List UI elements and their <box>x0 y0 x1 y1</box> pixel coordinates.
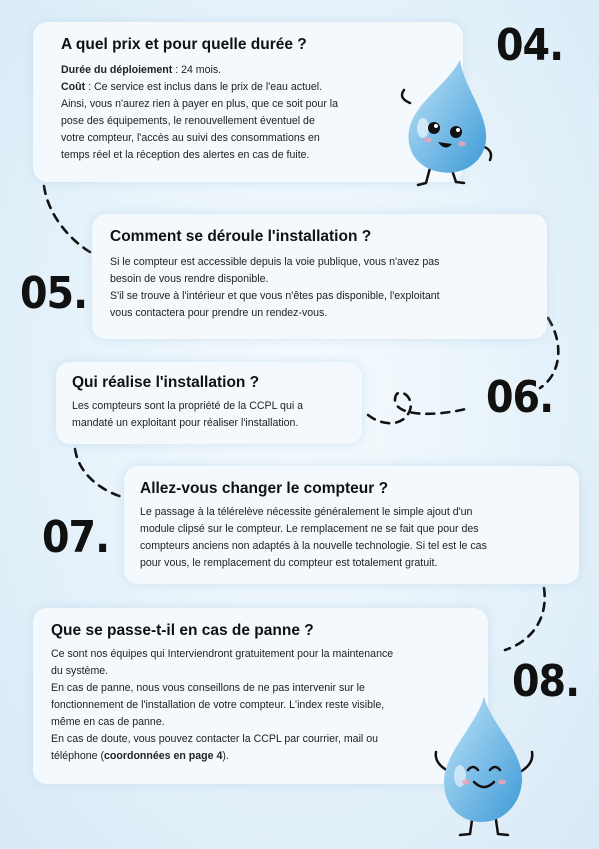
section-04-line: temps réel et la réception des alertes en cas de fuite. <box>61 149 310 161</box>
section-04-line: Ainsi, vous n'aurez rien à payer en plus, que ce soit pour la <box>61 98 339 110</box>
section-06-card <box>56 362 362 444</box>
section-05-title: Comment se déroule l'installation ? <box>110 228 372 245</box>
section-06-title: Qui réalise l'installation ? <box>72 374 260 391</box>
connector-06-07 <box>75 449 122 497</box>
cost-value: : Ce service est inclus dans le prix de l'eau actuel. <box>85 81 323 93</box>
water-drop-mascot-waving-icon <box>390 58 500 193</box>
section-08-line: En cas de panne, nous vous conseillons de ne pas intervenir sur le <box>51 682 365 694</box>
connector-06-loop <box>368 393 470 424</box>
water-drop-mascot-smiling-icon <box>424 694 544 840</box>
section-08-line: Ce sont nos équipes qui Interviendront gratuitement pour la maintenance <box>51 648 394 660</box>
duration-label: Durée du déploiement <box>61 64 173 76</box>
section-08-title: Que se passe-t-il en cas de panne ? <box>51 622 314 639</box>
section-07-card <box>124 466 579 584</box>
section-06-body <box>72 398 346 432</box>
section-08-number: 08. <box>512 656 580 707</box>
section-07-line: module clipsé sur le compteur. Le remplacement ne se fait que pour des <box>140 523 479 535</box>
section-08-card <box>33 608 488 784</box>
duration-value: : 24 mois. <box>172 64 222 76</box>
cost-label: Coût <box>61 81 86 93</box>
section-08-line: En cas de doute, vous pouvez contacter la CCPL par courrier, mail ou <box>51 733 379 745</box>
section-07-number: 07. <box>42 512 110 563</box>
connector-04-05 <box>44 186 90 252</box>
section-06-line: mandaté un exploitant pour réaliser l'installation. <box>72 417 299 429</box>
section-05-line: besoin de vous rendre disponible. <box>110 273 269 285</box>
section-07-title: Allez-vous changer le compteur ? <box>140 480 389 497</box>
section-06-number: 06. <box>486 372 554 423</box>
section-06-line: Les compteurs sont la propriété de la CCPL qui a <box>72 400 304 412</box>
section-08-line: même en cas de panne. <box>51 716 165 728</box>
section-04-title: A quel prix et pour quelle durée ? <box>61 36 307 53</box>
section-07-body <box>140 504 563 572</box>
section-07-line: compteurs anciens non adaptés à la nouvelle technologie. Si tel est le cas <box>140 540 487 552</box>
section-05-card <box>92 214 547 339</box>
section-05-line: Si le compteur est accessible depuis la voie publique, vous n'avez pas <box>110 256 440 268</box>
section-04-line: pose des équipements, le renouvellement éventuel de <box>61 115 315 127</box>
section-05-line: vous contactera pour prendre un rendez-vous. <box>110 307 328 319</box>
contact-line <box>51 750 229 762</box>
section-04-number: 04. <box>496 20 564 71</box>
section-07-line: pour vous, le remplacement du compteur est totalement gratuit. <box>140 557 438 569</box>
connector-07-08 <box>505 588 545 650</box>
section-04-line: votre compteur, l'accès au suivi des consommations en <box>61 132 320 144</box>
contact-before: téléphone ( <box>51 750 105 762</box>
section-07-line: Le passage à la télérelève nécessite généralement le simple ajout d'un <box>140 506 473 518</box>
contact-page-link[interactable]: coordonnées en page 4 <box>104 750 223 762</box>
section-08-line: du système. <box>51 665 109 677</box>
section-08-body <box>51 646 472 765</box>
section-05-line: S'il se trouve à l'intérieur et que vous n'êtes pas disponible, l'exploitant <box>110 290 440 302</box>
section-05-number: 05. <box>20 268 88 319</box>
contact-after: ). <box>222 750 229 762</box>
section-08-line: fonctionnement de l'installation de votre compteur. L'index reste visible, <box>51 699 385 711</box>
section-05-body <box>110 254 531 322</box>
